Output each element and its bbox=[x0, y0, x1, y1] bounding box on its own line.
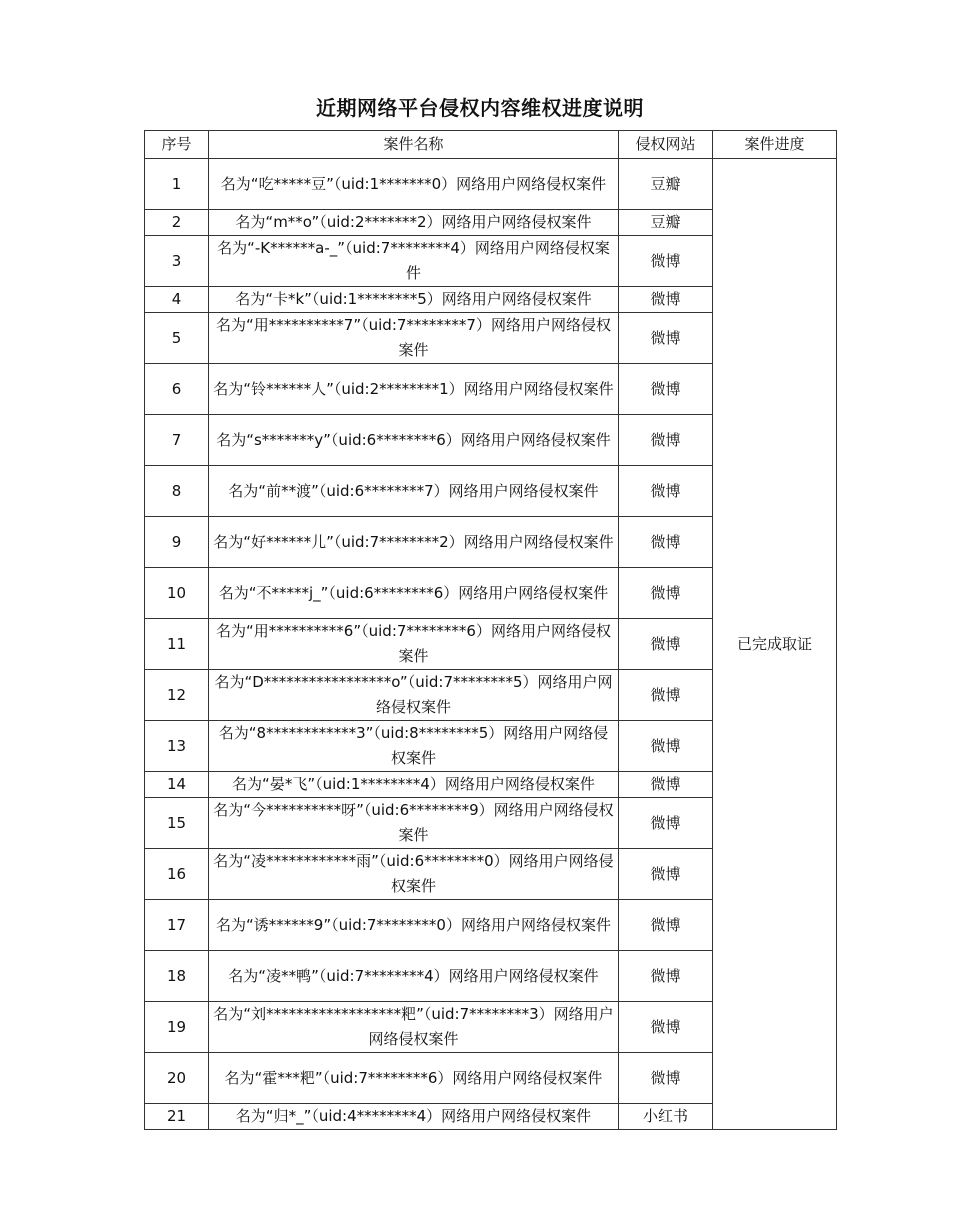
row-number: 21 bbox=[145, 1104, 209, 1130]
row-number: 13 bbox=[145, 721, 209, 772]
infringing-site: 微博 bbox=[619, 364, 713, 415]
case-name: 名为“-K******a-_”（uid:7********4）网络用户网络侵权案件 bbox=[209, 236, 619, 287]
infringing-site: 微博 bbox=[619, 900, 713, 951]
case-name: 名为“8************3”（uid:8********5）网络用户网络侵权案件 bbox=[209, 721, 619, 772]
row-number: 3 bbox=[145, 236, 209, 287]
case-name: 名为“凌**鸭”（uid:7********4）网络用户网络侵权案件 bbox=[209, 951, 619, 1002]
row-number: 18 bbox=[145, 951, 209, 1002]
infringing-site: 微博 bbox=[619, 772, 713, 798]
row-number: 5 bbox=[145, 313, 209, 364]
document-title: 近期网络平台侵权内容维权进度说明 bbox=[316, 96, 644, 120]
row-number: 15 bbox=[145, 798, 209, 849]
row-number: 8 bbox=[145, 466, 209, 517]
row-number: 9 bbox=[145, 517, 209, 568]
case-name: 名为“吃*****豆”（uid:1*******0）网络用户网络侵权案件 bbox=[209, 159, 619, 210]
row-number: 17 bbox=[145, 900, 209, 951]
row-number: 10 bbox=[145, 568, 209, 619]
infringing-site: 微博 bbox=[619, 236, 713, 287]
header-progress: 案件进度 bbox=[713, 131, 837, 159]
infringing-site: 微博 bbox=[619, 798, 713, 849]
row-number: 4 bbox=[145, 287, 209, 313]
infringing-site: 微博 bbox=[619, 619, 713, 670]
row-number: 20 bbox=[145, 1053, 209, 1104]
case-name: 名为“m**o”（uid:2*******2）网络用户网络侵权案件 bbox=[209, 210, 619, 236]
case-name: 名为“今**********呀”（uid:6********9）网络用户网络侵权案件 bbox=[209, 798, 619, 849]
case-name: 名为“用**********6”（uid:7********6）网络用户网络侵权案件 bbox=[209, 619, 619, 670]
header-case-name: 案件名称 bbox=[209, 131, 619, 159]
header-number: 序号 bbox=[145, 131, 209, 159]
infringing-site: 微博 bbox=[619, 1002, 713, 1053]
row-number: 1 bbox=[145, 159, 209, 210]
infringing-site: 微博 bbox=[619, 951, 713, 1002]
case-name: 名为“铃******人”（uid:2********1）网络用户网络侵权案件 bbox=[209, 364, 619, 415]
header-site: 侵权网站 bbox=[619, 131, 713, 159]
row-number: 2 bbox=[145, 210, 209, 236]
table-row bbox=[145, 159, 837, 210]
row-number: 14 bbox=[145, 772, 209, 798]
infringing-site: 微博 bbox=[619, 415, 713, 466]
table-body bbox=[145, 159, 837, 1130]
case-progress: 已完成取证 bbox=[713, 159, 837, 1130]
infringing-site: 微博 bbox=[619, 287, 713, 313]
infringing-site: 小红书 bbox=[619, 1104, 713, 1130]
case-name: 名为“凌************雨”（uid:6********0）网络用户网络侵权案件 bbox=[209, 849, 619, 900]
case-name: 名为“卡*k”（uid:1********5）网络用户网络侵权案件 bbox=[209, 287, 619, 313]
infringing-site: 豆瓣 bbox=[619, 159, 713, 210]
infringing-site: 微博 bbox=[619, 670, 713, 721]
case-name: 名为“诱******9”（uid:7********0）网络用户网络侵权案件 bbox=[209, 900, 619, 951]
case-name: 名为“D*****************o”（uid:7********5）网络用户网络侵权案件 bbox=[209, 670, 619, 721]
case-name: 名为“用**********7”（uid:7********7）网络用户网络侵权案件 bbox=[209, 313, 619, 364]
case-name: 名为“不*****j_”（uid:6********6）网络用户网络侵权案件 bbox=[209, 568, 619, 619]
row-number: 16 bbox=[145, 849, 209, 900]
row-number: 11 bbox=[145, 619, 209, 670]
row-number: 6 bbox=[145, 364, 209, 415]
infringing-site: 微博 bbox=[619, 1053, 713, 1104]
case-name: 名为“好******儿”（uid:7********2）网络用户网络侵权案件 bbox=[209, 517, 619, 568]
case-name: 名为“s*******y”（uid:6********6）网络用户网络侵权案件 bbox=[209, 415, 619, 466]
row-number: 19 bbox=[145, 1002, 209, 1053]
infringing-site: 微博 bbox=[619, 466, 713, 517]
case-name: 名为“霍***粑”（uid:7********6）网络用户网络侵权案件 bbox=[209, 1053, 619, 1104]
infringing-site: 微博 bbox=[619, 568, 713, 619]
header-row bbox=[145, 131, 837, 159]
infringing-site: 微博 bbox=[619, 849, 713, 900]
case-name: 名为“晏*飞”（uid:1********4）网络用户网络侵权案件 bbox=[209, 772, 619, 798]
case-name: 名为“刘******************粑”（uid:7********3）网络用户网络侵权案件 bbox=[209, 1002, 619, 1053]
case-name: 名为“前**渡”（uid:6********7）网络用户网络侵权案件 bbox=[209, 466, 619, 517]
infringing-site: 微博 bbox=[619, 517, 713, 568]
case-name: 名为“归*_”（uid:4********4）网络用户网络侵权案件 bbox=[209, 1104, 619, 1130]
cases-table bbox=[144, 130, 837, 1130]
infringing-site: 豆瓣 bbox=[619, 210, 713, 236]
row-number: 12 bbox=[145, 670, 209, 721]
infringing-site: 微博 bbox=[619, 313, 713, 364]
infringing-site: 微博 bbox=[619, 721, 713, 772]
row-number: 7 bbox=[145, 415, 209, 466]
